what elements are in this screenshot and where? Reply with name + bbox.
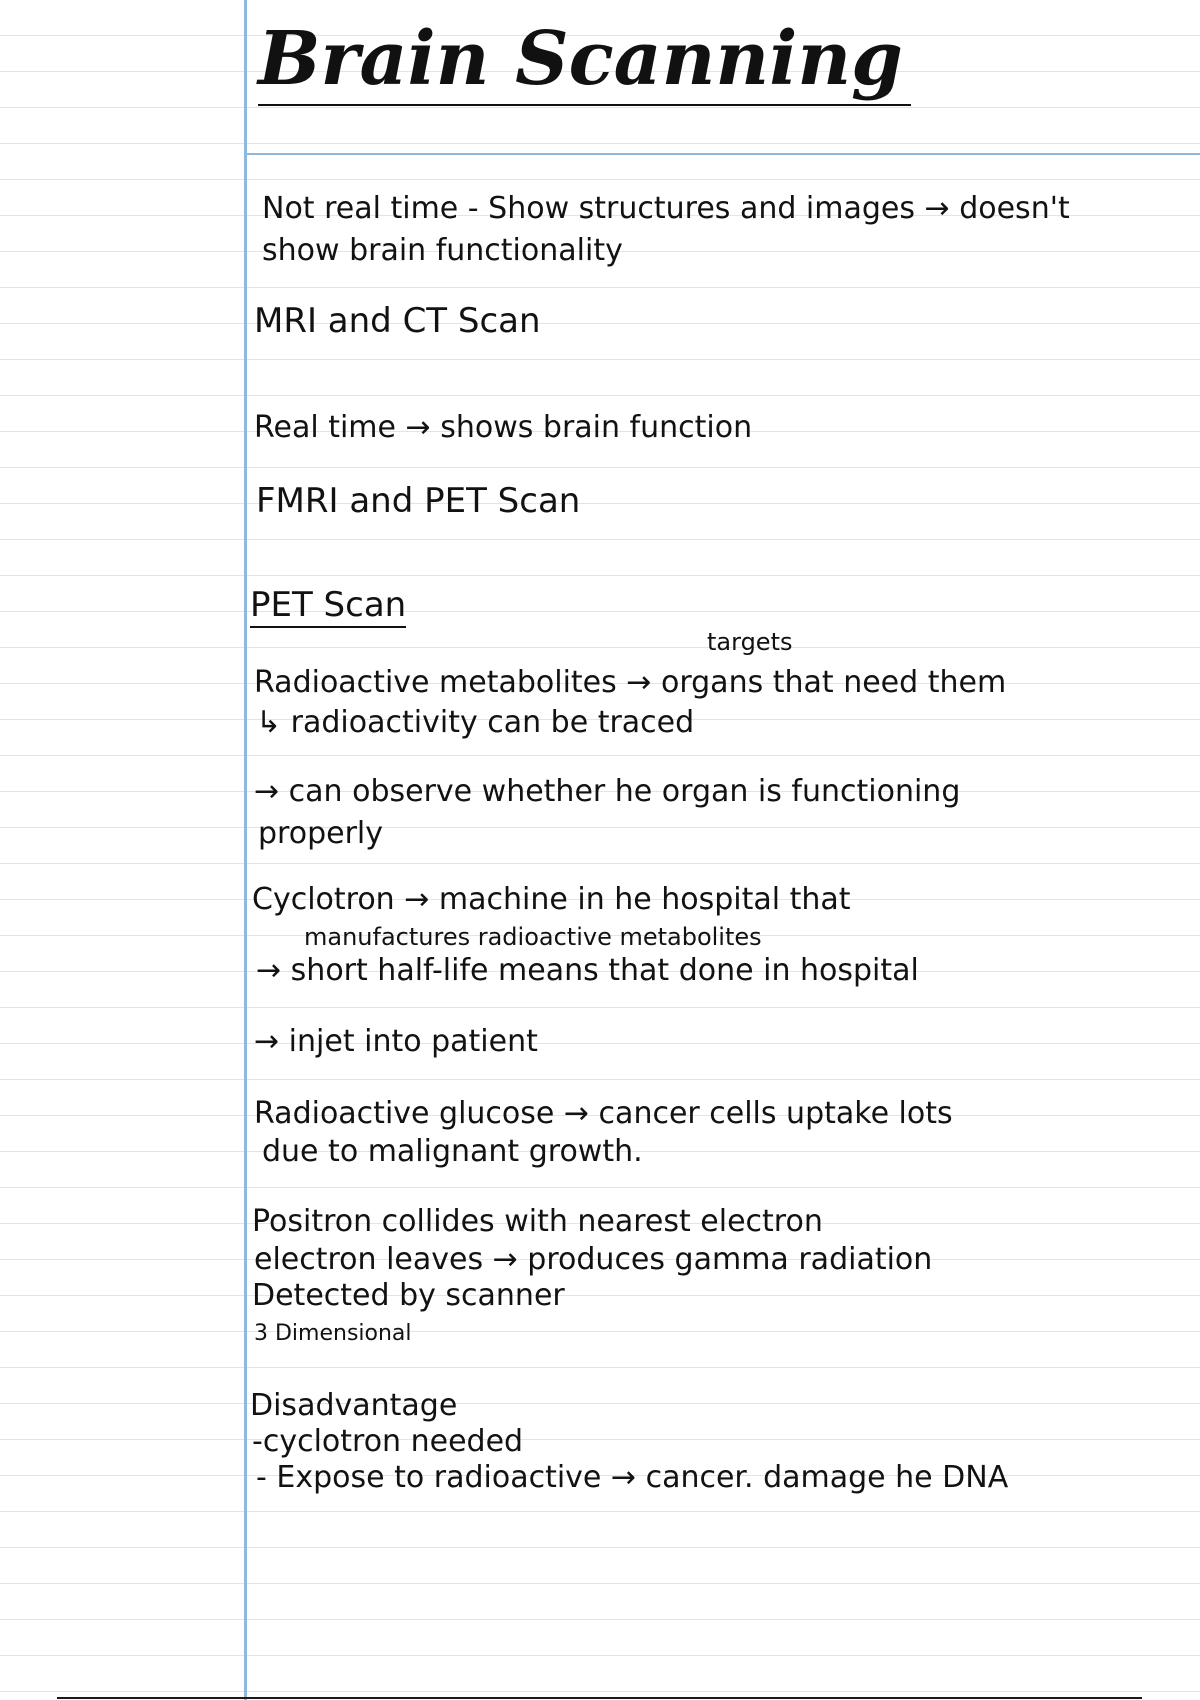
- note-line: Disadvantage: [250, 1388, 458, 1423]
- note-line: FMRI and PET Scan: [256, 481, 581, 521]
- note-line: Positron collides with nearest electron: [252, 1204, 823, 1239]
- note-line: Detected by scanner: [252, 1278, 565, 1313]
- note-line: MRI and CT Scan: [254, 301, 541, 341]
- note-line: due to malignant growth.: [262, 1134, 643, 1169]
- note-line: -cyclotron needed: [252, 1424, 524, 1459]
- note-line: → can observe whether he organ is functioning: [254, 774, 961, 809]
- note-line: → short half-life means that done in hospital: [256, 953, 919, 988]
- note-line: electron leaves → produces gamma radiation: [254, 1242, 933, 1277]
- page-bottom-edge: [57, 1697, 1142, 1699]
- note-line: → injet into patient: [254, 1024, 538, 1059]
- note-line: 3 Dimensional: [254, 1321, 412, 1346]
- note-line: show brain functionality: [262, 233, 623, 268]
- note-line: manufactures radioactive metabolites: [304, 923, 762, 951]
- page-title: Brain Scanning: [258, 14, 911, 106]
- note-line: Radioactive glucose → cancer cells uptake lots: [254, 1096, 953, 1131]
- note-line: - Expose to radioactive → cancer. damage he DNA: [256, 1460, 1009, 1495]
- note-line: Not real time - Show structures and images → doesn't: [262, 191, 1070, 226]
- header-rule: [244, 153, 1200, 155]
- note-line: ↳ radioactivity can be traced: [256, 705, 695, 740]
- section-heading: PET Scan: [250, 586, 406, 628]
- note-line: Real time → shows brain function: [254, 410, 753, 445]
- note-line: properly: [258, 816, 383, 851]
- margin-line: [244, 0, 247, 1700]
- note-line: Radioactive metabolites → organs that need them: [254, 665, 1007, 700]
- note-line: Cyclotron → machine in he hospital that: [252, 882, 851, 917]
- note-annotation: targets: [707, 628, 793, 656]
